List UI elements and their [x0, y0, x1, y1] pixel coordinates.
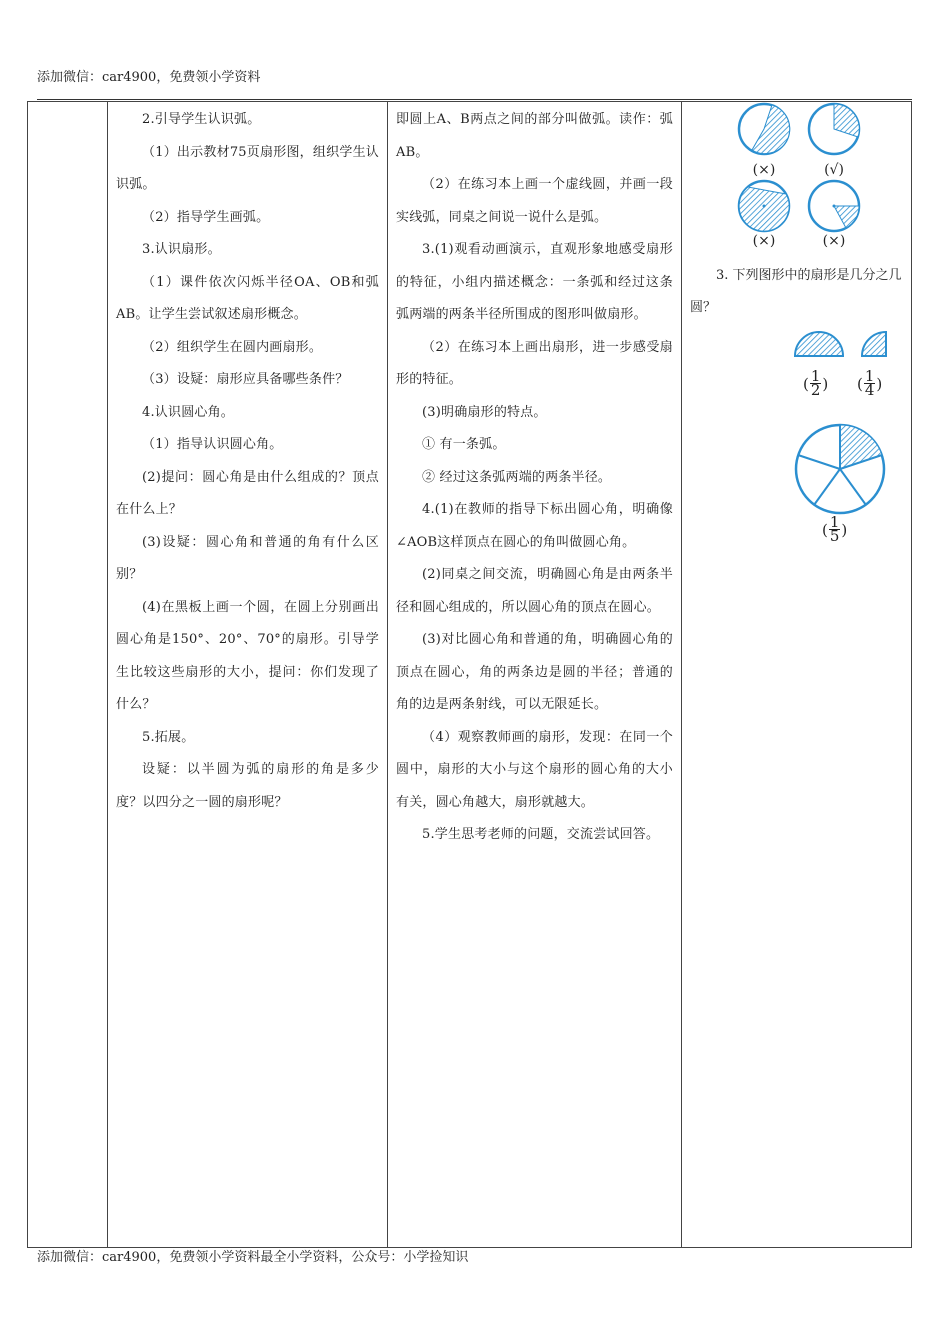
student-line: (2)同桌之间交流，明确圆心角是由两条半径和圆心组成的，所以圆心角的顶点在圆心。 [396, 567, 673, 615]
semicircle-figure [795, 332, 843, 356]
student-line: 即圆上A、B两点之间的部分叫做弧。读作：弧AB。 [396, 112, 673, 160]
teacher-line: （3）设疑：扇形应具备哪些条件？ [142, 372, 349, 387]
answer-mark: (×) [822, 233, 846, 249]
teacher-line: 3.认识扇形。 [142, 242, 221, 257]
fraction-numerator: 1 [864, 367, 875, 385]
answer-fraction: ( $\frac{1}{5}$ ) [822, 513, 848, 545]
answer-fraction: ( $\frac{1}{4}$ ) [857, 367, 883, 399]
student-line: 3.(1)观看动画演示，直观形象地感受扇形的特征，小组内描述概念：一条弧和经过这条弧两端的两条半径所围成的图形叫做扇形。 [396, 242, 673, 322]
teacher-line: （1）出示教材75页扇形图，组织学生认识弧。 [116, 144, 379, 192]
header-rule [37, 99, 912, 100]
student-line: (3)明确扇形的特点。 [422, 404, 547, 420]
student-line: ① 有一条弧。 [422, 437, 506, 452]
page-footer: 添加微信：car4900，免费领小学资料最全小学资料，公众号：小学捡知识 [37, 1250, 469, 1265]
teacher-activities-cell [108, 102, 387, 819]
fraction-denominator: 5 [829, 527, 840, 545]
answer-mark: (×) [752, 162, 776, 178]
answer-mark: (√) [824, 162, 844, 178]
fifth-circle-figure [796, 425, 884, 513]
teacher-line: 4.认识圆心角。 [142, 404, 235, 420]
answer-mark: (×) [752, 233, 776, 249]
student-line: ② 经过这条弧两端的两条半径。 [422, 469, 612, 485]
student-line: （2）在练习本上画一个虚线圆，并画一段实线弧，同桌之间说一说什么是弧。 [396, 177, 673, 225]
circle-figure-4 [809, 181, 859, 231]
fraction-numerator: 1 [810, 367, 821, 385]
teacher-line: （1）课件依次闪烁半径OA、OB和弧AB。让学生尝试叙述扇形概念。 [116, 274, 379, 322]
circle-figure-2 [809, 104, 859, 154]
student-line: (3)对比圆心角和普通的角，明确圆心角的顶点在圆心，角的两条边是圆的半径；普通的角的边是两条射线，可以无限延长。 [396, 632, 673, 712]
teacher-line: 2.引导学生认识弧。 [142, 112, 261, 127]
student-activities-cell [388, 102, 681, 852]
student-line: 4.(1)在教师的指导下标出圆心角，明确像∠AOB这样顶点在圆心的角叫做圆心角。 [396, 502, 673, 550]
teacher-line: (4)在黑板上画一个圆，在圆上分别画出圆心角是150°、20°、70°的扇形。引导学生比较这些扇形的大小，提问：你们发现了什么？ [116, 599, 379, 712]
answer-fraction: ( $\frac{1}{2}$ ) [803, 367, 829, 399]
fraction-denominator: 4 [864, 381, 875, 399]
teacher-line: （1）指导认识圆心角。 [142, 437, 283, 452]
teacher-line: （2）指导学生画弧。 [142, 209, 270, 225]
page-header: 添加微信：car4900，免费领小学资料 [37, 70, 261, 85]
student-line: （2）在练习本上画出扇形，进一步感受扇形的特征。 [396, 339, 673, 387]
fraction-denominator: 2 [810, 381, 821, 399]
question-3: 3. 下列图形中的扇形是几分之几圆？ [690, 268, 902, 315]
teacher-line: 设疑：以半圆为弧的扇形的角是多少度？以四分之一圆的扇形呢？ [116, 762, 379, 810]
student-line: 5.学生思考老师的问题，交流尝试回答。 [422, 827, 660, 842]
teacher-line: 5.拓展。 [142, 729, 195, 745]
fraction-numerator: 1 [829, 513, 840, 531]
circle-figure-3 [739, 181, 789, 231]
quarter-circle-figure [862, 332, 886, 356]
student-line: （4）观察教师画的扇形，发现：在同一个圆中，扇形的大小与这个扇形的圆心角的大小有关，圆心角越大，扇形就越大。 [396, 729, 673, 810]
teacher-line: (2)提问：圆心角是由什么组成的？顶点在什么上？ [116, 469, 379, 517]
teacher-line: （2）组织学生在圆内画扇形。 [142, 339, 323, 355]
circle-figure-1 [739, 104, 790, 154]
teacher-line: (3)设疑：圆心角和普通的角有什么区别？ [116, 534, 379, 582]
lesson-table [27, 101, 912, 1248]
